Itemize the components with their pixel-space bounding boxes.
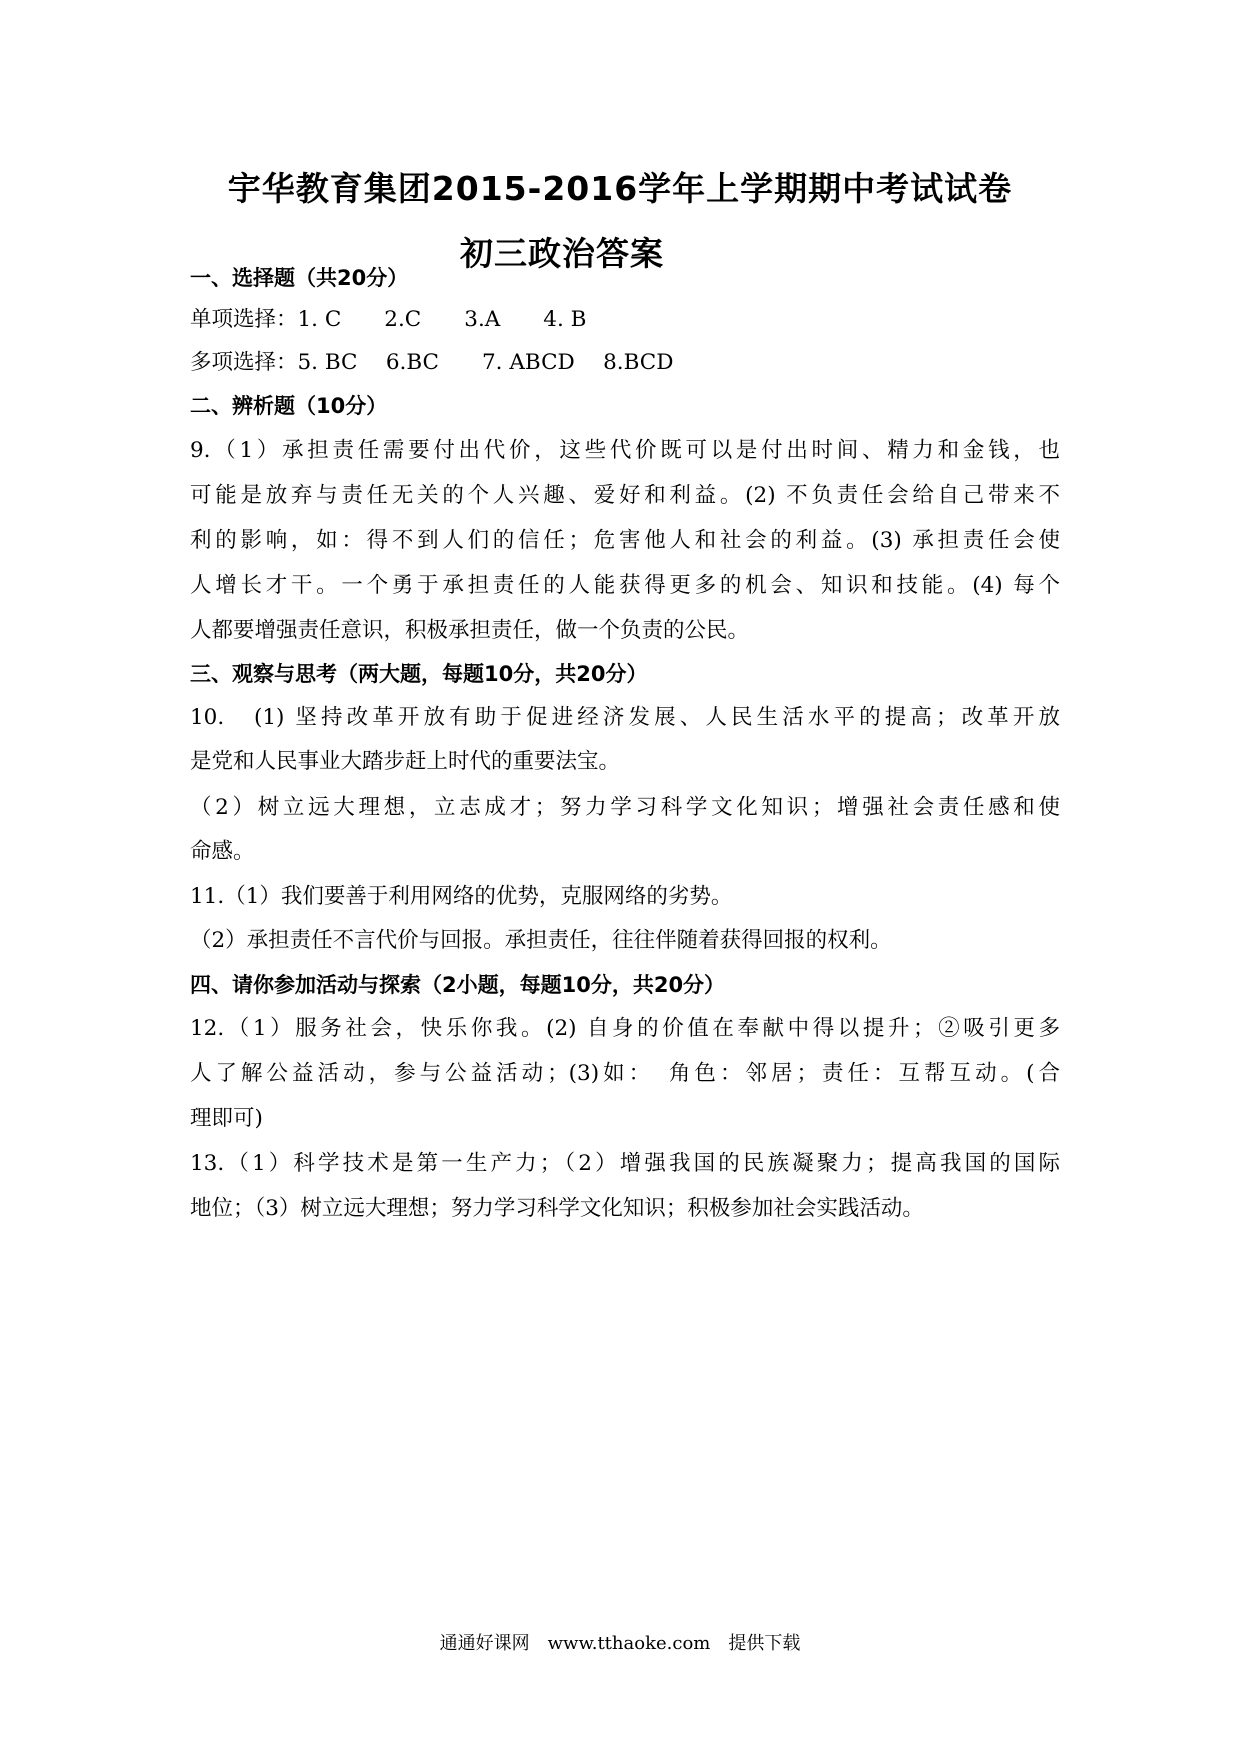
answer-line: 理即可) — [190, 1106, 263, 1131]
page-footer: 通通好课网 www.tthaoke.com 提供下载 — [439, 1633, 801, 1654]
answer-line: （2）树立远大理想，立志成才；努力学习科学文化知识；增强社会责任感和使 — [190, 795, 1060, 820]
section-heading-2: 二、辨析题（10分） — [190, 394, 388, 418]
document-title: 宇华教育集团2015-2016学年上学期期中考试试卷 — [227, 169, 1013, 208]
answer-line: 9.（1）承担责任需要付出代价，这些代价既可以是付出时间、精力和金钱，也 — [190, 438, 1060, 463]
multiple-choice-answers: 多项选择：5. BC 6.BC 7. ABCD 8.BCD — [190, 350, 674, 375]
answer-line: 利的影响，如：得不到人们的信任；危害他人和社会的利益。(3) 承担责任会使 — [190, 528, 1060, 553]
section-heading-1: 一、选择题（共20分） — [190, 266, 409, 290]
answer-line: 命感。 — [190, 839, 255, 864]
answer-line: 可能是放弃与责任无关的个人兴趣、爱好和利益。(2) 不负责任会给自己带来不 — [190, 483, 1060, 508]
answer-line: 人增长才干。一个勇于承担责任的人能获得更多的机会、知识和技能。(4) 每个 — [190, 573, 1060, 598]
answer-line: （2）承担责任不言代价与回报。承担责任，往往伴随着获得回报的权利。 — [190, 928, 892, 953]
document-subtitle: 初三政治答案 — [460, 234, 664, 273]
section-heading-4: 四、请你参加活动与探索（2小题，每题10分，共20分） — [190, 973, 726, 997]
answer-line: 人都要增强责任意识，积极承担责任，做一个负责的公民。 — [190, 618, 750, 643]
answer-line: 12.（1）服务社会，快乐你我。(2) 自身的价值在奉献中得以提升；②吸引更多 — [190, 1016, 1060, 1041]
answer-line: 人了解公益活动，参与公益活动；(3)如： 角色：邻居；责任：互帮互动。(合 — [190, 1061, 1060, 1086]
section-heading-3: 三、观察与思考（两大题，每题10分，共20分） — [190, 662, 648, 686]
answer-line: 13.（1）科学技术是第一生产力；（2）增强我国的民族凝聚力；提高我国的国际 — [190, 1151, 1060, 1176]
answer-line: 11.（1）我们要善于利用网络的优势，克服网络的劣势。 — [190, 884, 733, 909]
single-choice-answers: 单项选择：1. C 2.C 3.A 4. B — [190, 307, 587, 332]
answer-line: 是党和人民事业大踏步赶上时代的重要法宝。 — [190, 749, 621, 774]
answer-line: 地位；（3）树立远大理想；努力学习科学文化知识；积极参加社会实践活动。 — [190, 1196, 924, 1221]
answer-line: 10. (1) 坚持改革开放有助于促进经济发展、人民生活水平的提高；改革开放 — [190, 705, 1060, 730]
